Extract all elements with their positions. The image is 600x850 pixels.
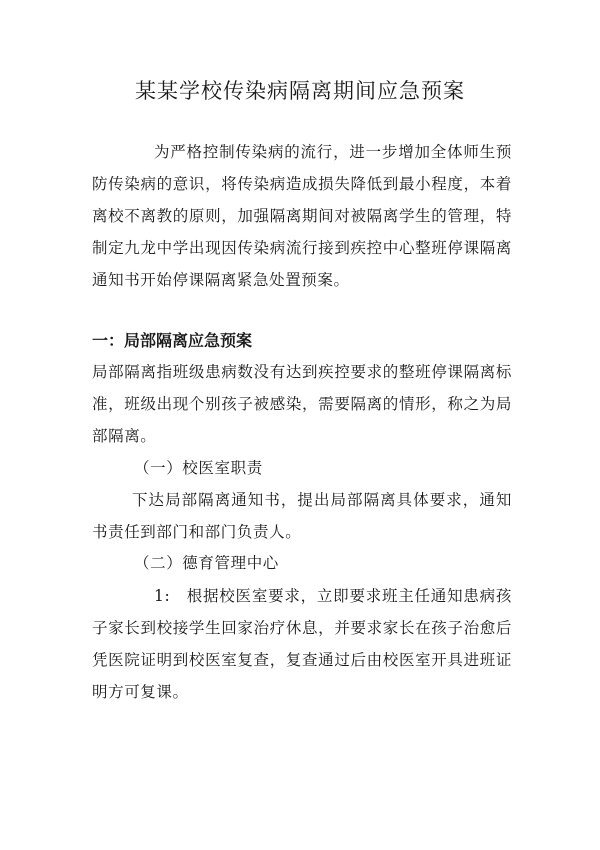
clinic-duties-paragraph: 下达局部隔离通知书，提出局部隔离具体要求，通知书责任到部门和部门负责人。	[92, 491, 512, 541]
local-isolation-definition: 局部隔离指班级患病数没有达到疾控要求的整班停课隔离标准，班级出现个别孩子被感染，需要隔离的情形，称之为局部隔离。	[92, 363, 512, 445]
moral-education-item-1: 1: 根据校医室要求，立即要求班主任通知患病孩子家长到校接学生回家治疗休息，并要求家长在孩子治愈后凭医院证明到校医室复查，复查通过后由校医室开具进班证明方可复课。	[92, 587, 512, 701]
subsection-heading-moral-education: （二）德育管理中心	[134, 554, 279, 572]
intro-paragraph: 为严格控制传染病的流行，进一步增加全体师生预防传染病的意识，将传染病造成损失降低到最小程度，本着离校不离教的原则，加强隔离期间对被隔离学生的管理，特制定九龙中学出现因传染病流行接到疾控中心整班停课隔离通知书开始停课隔离紧急处置预案。	[92, 143, 512, 289]
section-heading-local-isolation: 一：局部隔离应急预案	[92, 331, 253, 350]
page-title: 某某学校传染病隔离期间应急预案	[135, 79, 465, 103]
subsection-heading-clinic: （一）校医室职责	[134, 459, 263, 477]
